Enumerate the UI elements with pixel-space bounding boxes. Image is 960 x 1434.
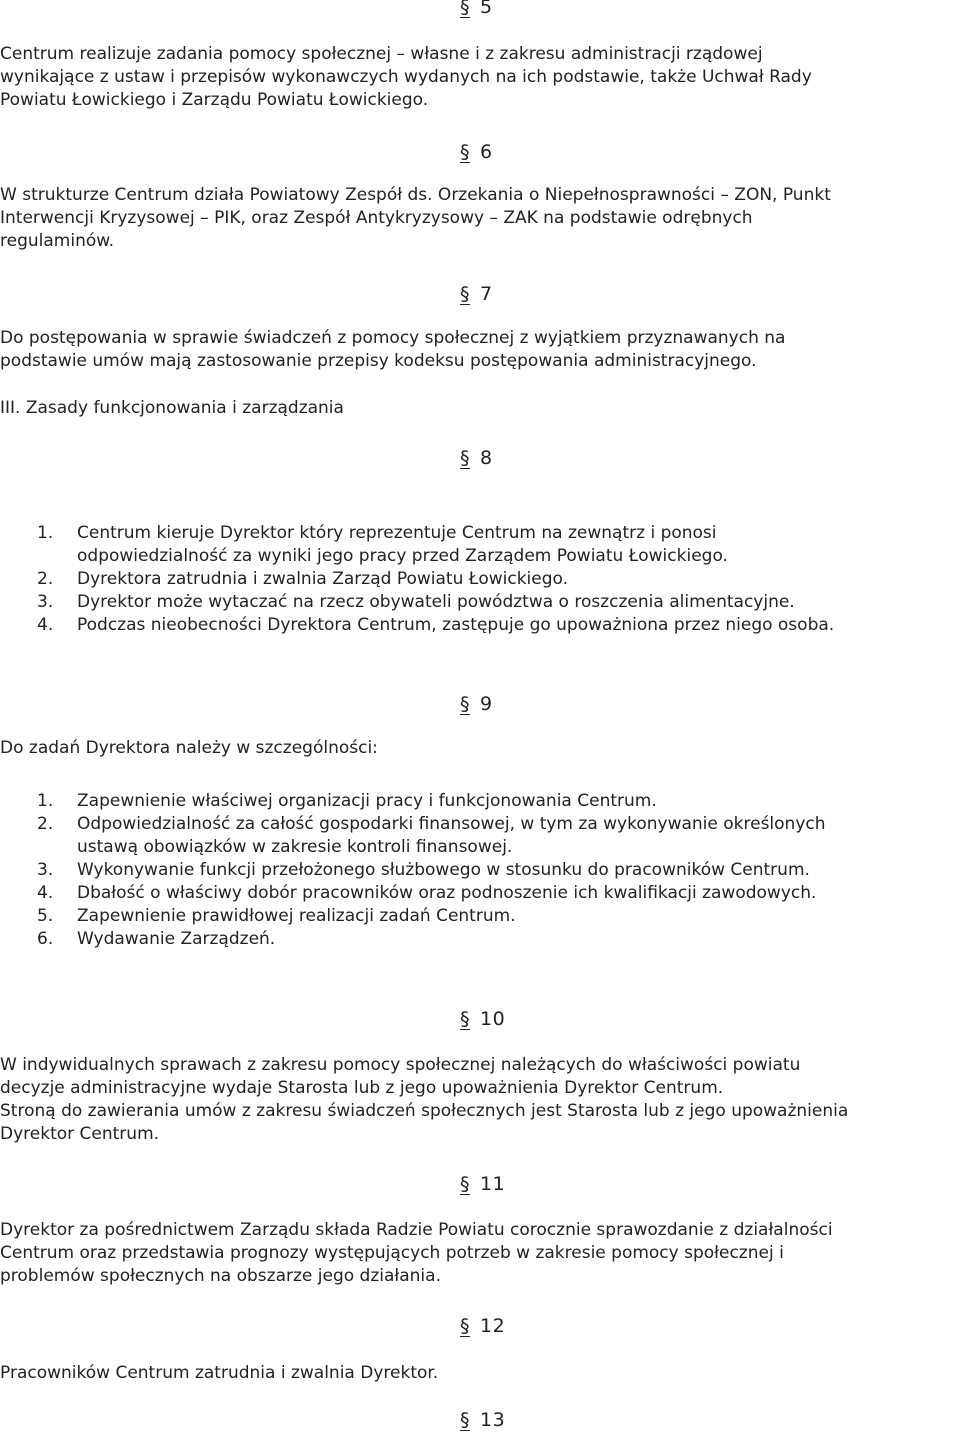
section-number: 5 bbox=[480, 0, 493, 18]
section-number: 13 bbox=[480, 1409, 506, 1431]
paragraph-line: W indywidualnych sprawach z zakresu pomocy społecznej należących do właściwości powiatu bbox=[0, 1055, 801, 1075]
list-item-line: Odpowiedzialność za całość gospodarki finansowej, w tym za wykonywanie określonych bbox=[77, 814, 826, 834]
list-item-number: 6. bbox=[37, 929, 54, 949]
list-item-number: 2. bbox=[37, 814, 54, 834]
list-item bbox=[37, 928, 957, 951]
paragraph-line: W strukturze Centrum działa Powiatowy Zespół ds. Orzekania o Niepełnosprawności – ZON, Punkt bbox=[0, 185, 831, 205]
list-item-number: 5. bbox=[37, 906, 54, 926]
section-5-paragraph bbox=[0, 43, 958, 112]
paragraph-line: decyzje administracyjne wydaje Starosta lub z jego upoważnienia Dyrektor Centrum. bbox=[0, 1078, 724, 1098]
section-12-heading bbox=[460, 1315, 505, 1338]
list-item bbox=[37, 813, 957, 859]
paragraph-line: podstawie umów mają zastosowanie przepisy kodeksu postępowania administracyjnego. bbox=[0, 351, 757, 371]
section-number: 11 bbox=[480, 1173, 506, 1195]
list-item-line: Wydawanie Zarządzeń. bbox=[77, 929, 276, 949]
list-item-line: Zapewnienie prawidłowej realizacji zadań Centrum. bbox=[77, 906, 516, 926]
section-symbol: § bbox=[460, 1173, 470, 1195]
section-9-intro: Do zadań Dyrektora należy w szczególności: bbox=[0, 738, 378, 758]
list-item-number: 2. bbox=[37, 569, 54, 589]
section-symbol: § bbox=[460, 447, 470, 469]
section-symbol: § bbox=[460, 283, 470, 305]
section-symbol: § bbox=[460, 1008, 470, 1030]
list-item-number: 4. bbox=[37, 615, 54, 635]
paragraph-line: Centrum realizuje zadania pomocy społecznej – własne i z zakresu administracji rządowej bbox=[0, 44, 763, 64]
section-7-heading bbox=[460, 283, 493, 306]
list-item bbox=[37, 882, 957, 905]
section-symbol: § bbox=[460, 1409, 470, 1431]
section-symbol: § bbox=[460, 0, 470, 18]
paragraph-line: Stroną do zawierania umów z zakresu świadczeń społecznych jest Starosta lub z jego upoważnienia bbox=[0, 1101, 849, 1121]
section-13-heading bbox=[460, 1409, 505, 1432]
section-10-heading bbox=[460, 1008, 505, 1031]
list-item-line: Podczas nieobecności Dyrektora Centrum, zastępuje go upoważniona przez niego osoba. bbox=[77, 615, 835, 635]
paragraph-line: Do postępowania w sprawie świadczeń z pomocy społecznej z wyjątkiem przyznawanych na bbox=[0, 328, 786, 348]
chapter-heading: III. Zasady funkcjonowania i zarządzania bbox=[0, 398, 344, 418]
list-item bbox=[37, 568, 957, 591]
list-item-number: 3. bbox=[37, 860, 54, 880]
section-number: 12 bbox=[480, 1315, 506, 1337]
paragraph-line: regulaminów. bbox=[0, 231, 114, 251]
section-number: 9 bbox=[480, 693, 493, 715]
list-item-line: odpowiedzialność za wyniki jego pracy przed Zarządem Powiatu Łowickiego. bbox=[77, 546, 728, 566]
section-5-heading bbox=[460, 0, 493, 19]
list-item-number: 1. bbox=[37, 523, 54, 543]
list-item-number: 1. bbox=[37, 791, 54, 811]
section-8-list bbox=[37, 522, 957, 637]
section-12-paragraph: Pracowników Centrum zatrudnia i zwalnia Dyrektor. bbox=[0, 1363, 439, 1383]
section-symbol: § bbox=[460, 1315, 470, 1337]
paragraph-line: wynikające z ustaw i przepisów wykonawczych wydanych na ich podstawie, także Uchwał Rady bbox=[0, 67, 812, 87]
section-6-heading bbox=[460, 141, 493, 164]
section-number: 8 bbox=[480, 447, 493, 469]
list-item-line: Wykonywanie funkcji przełożonego służbowego w stosunku do pracowników Centrum. bbox=[77, 860, 810, 880]
list-item-line: ustawą obowiązków w zakresie kontroli finansowej. bbox=[77, 837, 513, 857]
section-10-paragraph bbox=[0, 1054, 958, 1146]
list-item bbox=[37, 614, 957, 637]
section-11-paragraph bbox=[0, 1219, 958, 1288]
paragraph-line: Centrum oraz przedstawia prognozy występujących potrzeb w zakresie pomocy społecznej i bbox=[0, 1243, 784, 1263]
section-8-heading bbox=[460, 447, 493, 470]
section-symbol: § bbox=[460, 693, 470, 715]
list-item-line: Zapewnienie właściwej organizacji pracy i funkcjonowania Centrum. bbox=[77, 791, 657, 811]
section-11-heading bbox=[460, 1173, 505, 1196]
paragraph-line: Dyrektor za pośrednictwem Zarządu składa Radzie Powiatu corocznie sprawozdanie z działalności bbox=[0, 1220, 833, 1240]
list-item bbox=[37, 905, 957, 928]
list-item-line: Dyrektor może wytaczać na rzecz obywateli powództwa o roszczenia alimentacyjne. bbox=[77, 592, 795, 612]
list-item bbox=[37, 522, 957, 568]
paragraph-line: Interwencji Kryzysowej – PIK, oraz Zespół Antykryzysowy – ZAK na podstawie odrębnych bbox=[0, 208, 753, 228]
section-number: 10 bbox=[480, 1008, 506, 1030]
list-item-line: Centrum kieruje Dyrektor który reprezentuje Centrum na zewnątrz i ponosi bbox=[77, 523, 717, 543]
section-symbol: § bbox=[460, 141, 470, 163]
list-item bbox=[37, 790, 957, 813]
paragraph-line: problemów społecznych na obszarze jego działania. bbox=[0, 1266, 441, 1286]
section-9-heading bbox=[460, 693, 493, 716]
list-item-number: 4. bbox=[37, 883, 54, 903]
section-number: 7 bbox=[480, 283, 493, 305]
list-item-line: Dbałość o właściwy dobór pracowników oraz podnoszenie ich kwalifikacji zawodowych. bbox=[77, 883, 817, 903]
section-6-paragraph bbox=[0, 184, 958, 253]
paragraph-line: Dyrektor Centrum. bbox=[0, 1124, 160, 1144]
section-number: 6 bbox=[480, 141, 493, 163]
list-item bbox=[37, 591, 957, 614]
section-9-list bbox=[37, 790, 957, 951]
list-item-line: Dyrektora zatrudnia i zwalnia Zarząd Powiatu Łowickiego. bbox=[77, 569, 569, 589]
list-item bbox=[37, 859, 957, 882]
list-item-number: 3. bbox=[37, 592, 54, 612]
section-7-paragraph bbox=[0, 327, 958, 373]
paragraph-line: Powiatu Łowickiego i Zarządu Powiatu Łowickiego. bbox=[0, 90, 429, 110]
